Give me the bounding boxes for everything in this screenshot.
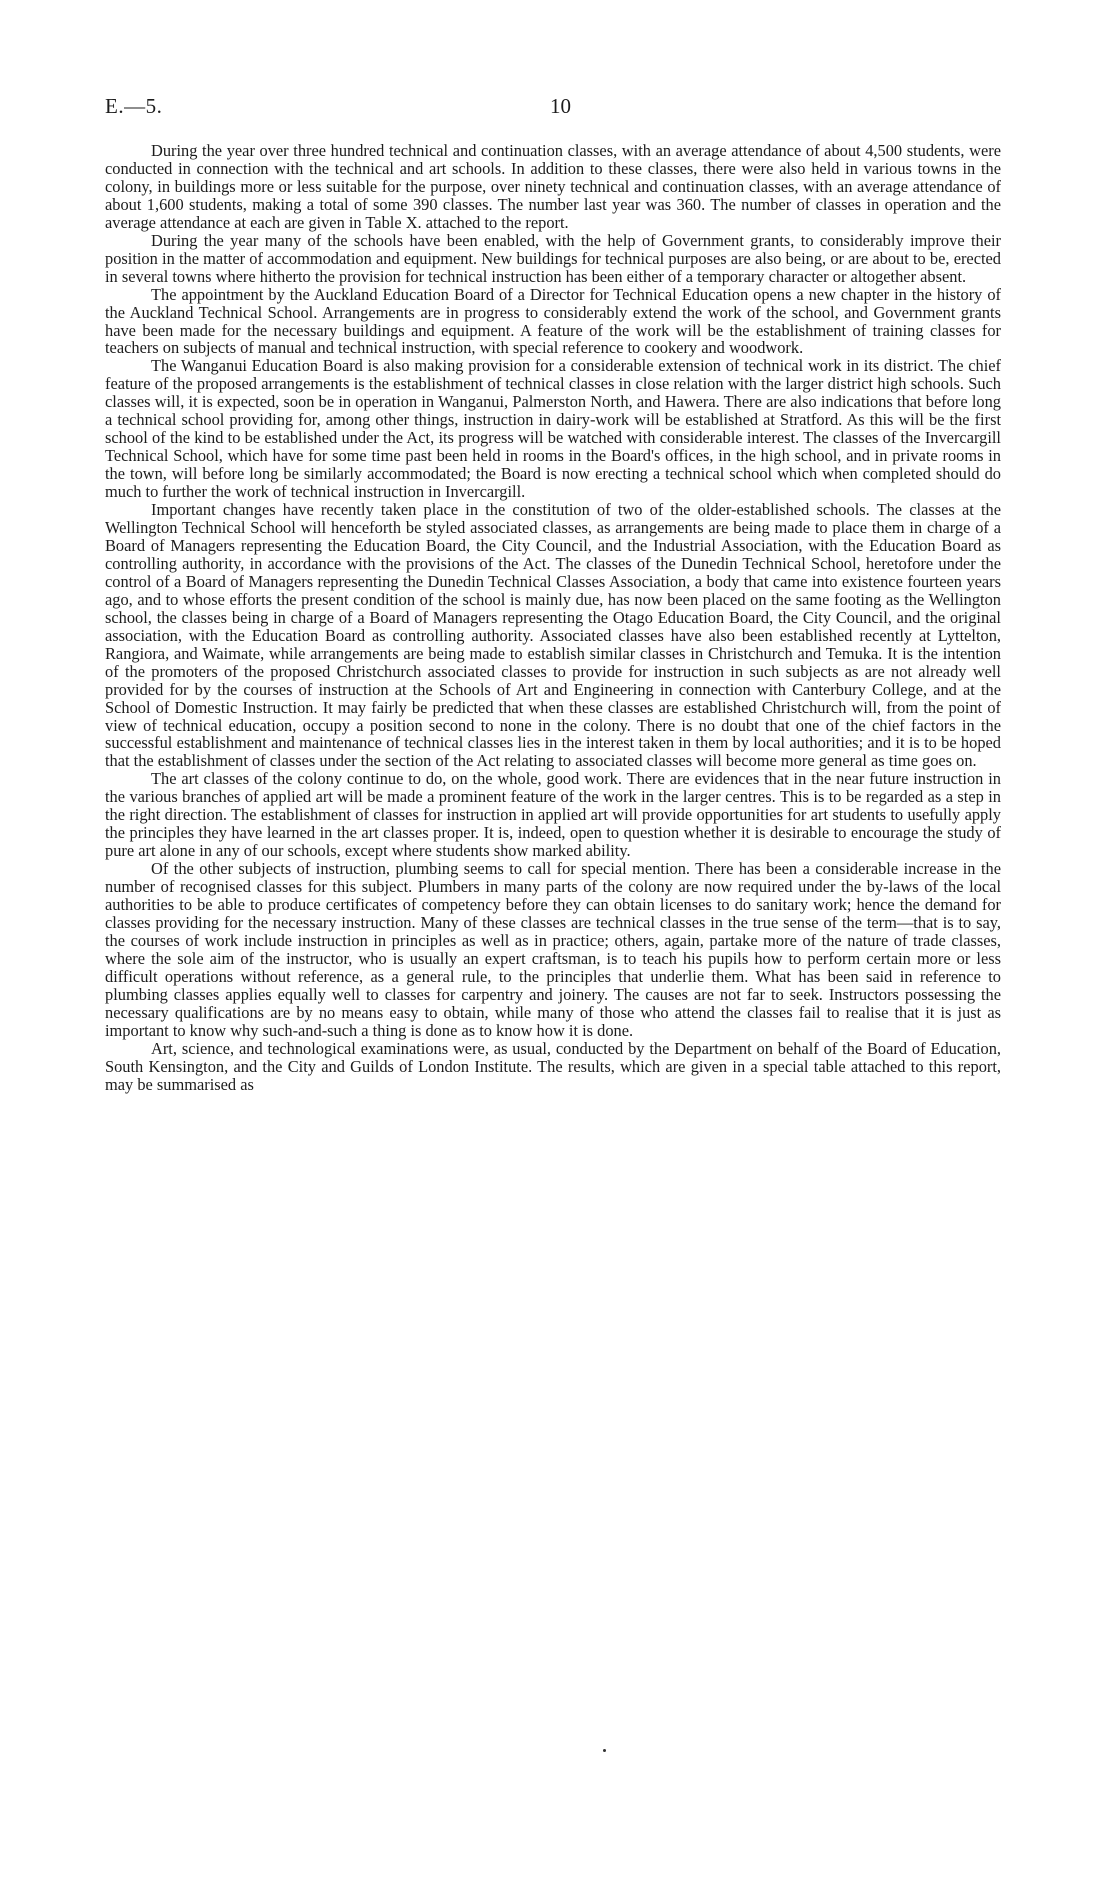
body-text	[105, 142, 1001, 1094]
document-reference: E.—5.	[105, 94, 163, 118]
print-mark	[603, 1749, 606, 1752]
paragraph-classes-attendance: During the year over three hundred technical and continuation classes, with an average attendance of about 4,500 students, were conducted in connection with the technical and art schools. In addition to these classes, there were also held in various towns in the colony, in buildings more or less suitable for the purpose, over ninety technical and continuation classes, with an average attendance of about 1,600 students, making a total of some 390 classes. The number last year was 360. The number of classes in operation and the average attendance at each are given in Table X. attached to the report.	[105, 141, 1001, 232]
paragraph-government-grants: During the year many of the schools have been enabled, with the help of Government grants, to considerably improve their position in the matter of accommodation and equipment. New buildings for technical purposes are also being, or are about to be, erected in several towns where hitherto the provision for technical instruction has been either of a temporary character or altogether absent.	[105, 230, 1001, 286]
paragraph-auckland: The appointment by the Auckland Education Board of a Director for Technical Education opens a new chapter in the history of the Auckland Technical School. Arrangements are in progress to considerably extend the work of the school, and Government grants have been made for the necessary buildings and equipment. A feature of the work will be the establishment of training classes for teachers on subjects of manual and technical instruction, with special reference to cookery and woodwork.	[105, 284, 1001, 358]
paragraph-wanganui: The Wanganui Education Board is also making provision for a considerable extension of technical work in its district. The chief feature of the proposed arrangements is the establishment of technical classes in close relation with the larger district high schools. Such classes will, it is expected, soon be in operation in Wanganui, Palmerston North, and Hawera. There are also indications that before long a technical school providing for, among other things, instruction in dairy-work will be established at Stratford. As this will be the first school of the kind to be established under the Act, its progress will be watched with considerable interest. The classes of the Invercargill Technical School, which have for some time past been held in rooms in the Board's offices, in the high school, and in private rooms in the town, will before long be similarly accommodated; the Board is now erecting a technical school which when completed should do much to further the work of technical instruction in Invercargill.	[105, 356, 1001, 502]
paragraph-plumbing: Of the other subjects of instruction, plumbing seems to call for special mention. There has been a considerable increase in the number of recognised classes for this subject. Plumbers in many parts of the colony are now required under the by-laws of the local authorities to be able to produce certificates of competency before they can obtain licenses to do sanitary work; hence the demand for classes providing for the necessary instruction. Many of these classes are technical classes in the true sense of the term—that is to say, the courses of work include instruction in principles as well as in practice; others, again, partake more of the nature of trade classes, where the sole aim of the instructor, who is usually an expert craftsman, is to teach his pupils how to perform certain more or less difficult operations without reference, as a general rule, to the principles that underlie them. What has been said in reference to plumbing classes applies equally well to classes for carpentry and joinery. The causes are not far to seek. Instructors possessing the necessary qualifications are by no means easy to obtain, while many of those who attend the classes fail to realise that it is just as important to know why such-and-such a thing is done as to know how it is done.	[105, 859, 1001, 1040]
page-number: 10	[550, 94, 571, 118]
page-header	[105, 94, 1005, 122]
paragraph-constitution-changes: Important changes have recently taken place in the constitution of two of the older-established schools. The classes at the Wellington Technical School will henceforth be styled associated classes, as arrangements are being made to place them in charge of a Board of Managers representing the Education Board, the City Council, and the Industrial Association, with the Education Board as controlling authority, in accordance with the provisions of the Act. The classes of the Dunedin Technical School, heretofore under the control of a Board of Managers representing the Dunedin Technical Classes Association, a body that came into existence fourteen years ago, and to whose efforts the present condition of the school is mainly due, has now been placed on the same footing as the Wellington school, the classes being in charge of a Board of Managers representing the Otago Education Board, the City Council, and the original association, with the Education Board as controlling authority. Associated classes have also been established recently at Lyttelton, Rangiora, and Waimate, while arrangements are being made to establish similar classes in Christchurch and Temuka. It is the intention of the promoters of the proposed Christchurch associated classes to provide for instruction in such subjects as are not already well provided for by the courses of instruction at the Schools of Art and Engineering in connection with Canterbury College, and at the School of Domestic Instruction. It may fairly be predicted that when these classes are established Christchurch will, from the point of view of technical education, occupy a position second to none in the colony. There is no doubt that one of the chief factors in the successful establishment and maintenance of technical classes lies in the interest taken in them by local authorities; and it is to be hoped that the establishment of classes under the section of the Act relating to associated classes will become more general as time goes on.	[105, 500, 1001, 771]
paragraph-art-classes: The art classes of the colony continue to do, on the whole, good work. There are evidences that in the near future instruction in the various branches of applied art will be made a prominent feature of the work in the larger centres. This is to be regarded as a step in the right direction. The establishment of classes for instruction in applied art will provide opportunities for art students to usefully apply the principles they have learned in the art classes proper. It is, indeed, open to question whether it is desirable to encourage the study of pure art alone in any of our schools, except where students show marked ability.	[105, 769, 1001, 861]
paragraph-examinations: Art, science, and technological examinations were, as usual, conducted by the Department on behalf of the Board of Education, South Kensington, and the City and Guilds of London Institute. The results, which are given in a special table attached to this report, may be summarised as	[105, 1038, 1001, 1094]
